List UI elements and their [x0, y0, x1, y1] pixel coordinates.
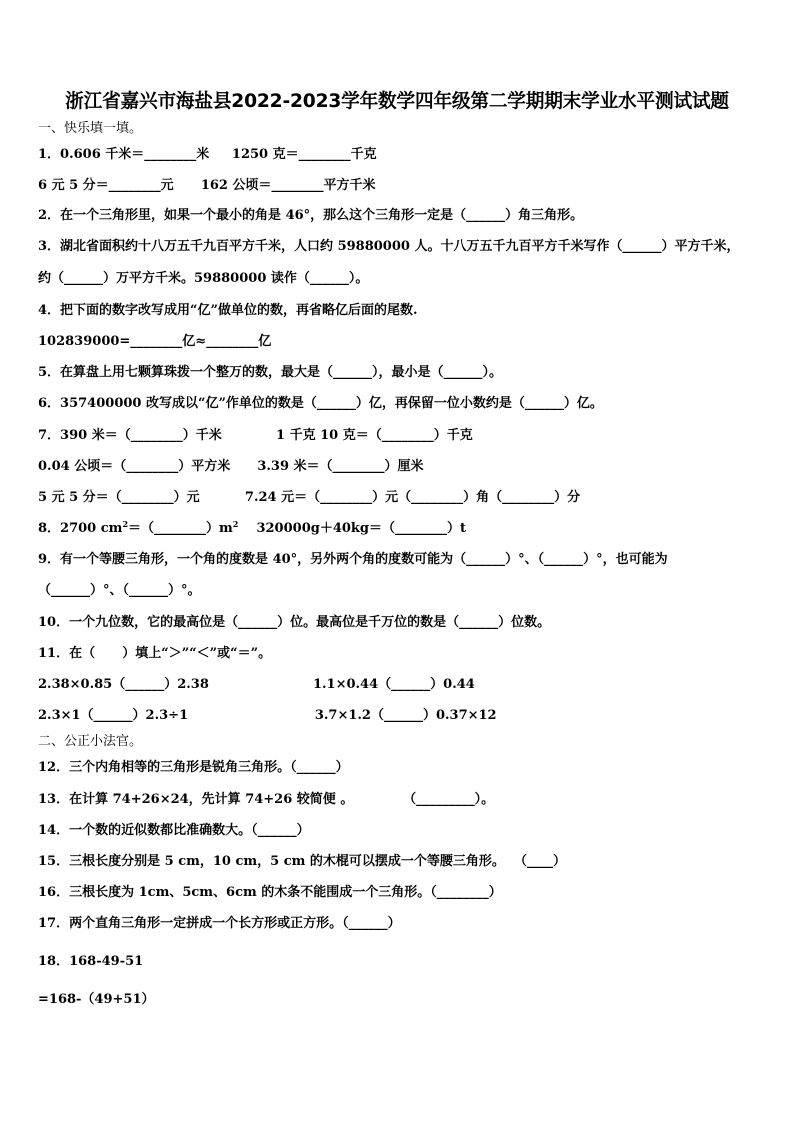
question-line: 102839000=________亿≈________亿	[38, 334, 272, 349]
question-line: 2.3×1（______）2.3÷1 3.7×1.2（______）0.37×12	[38, 708, 497, 723]
question-line: （______）°、（______）°。	[38, 583, 201, 598]
q8-part-c: 320000g＋40kg＝（________）t	[238, 521, 467, 536]
section-heading: 一、快乐填一填。	[38, 121, 143, 136]
question-line: 5．在算盘上用七颗算珠拨一个整万的数，最大是（______），最小是（______）。	[38, 365, 503, 380]
question-line: 4．把下面的数字改写成用“亿”做单位的数，再省略亿后面的尾数.	[38, 303, 418, 318]
question-line: 0.04 公顷＝（________）平方米 3.39 米＝（________）厘米	[38, 459, 424, 474]
question-line: 1．0.606 千米＝________米 1250 克＝________千克	[38, 147, 377, 162]
question-line: 9．有一个等腰三角形，一个角的度数是 40°，另外两个角的度数可能为（______）°、（______）°，也可能为	[38, 552, 668, 567]
question-line: 6．357400000 改写成以“亿”作单位的数是（______）亿，再保留一位小数约是（______）亿。	[38, 396, 603, 411]
question-line: 6 元 5 分＝________元 162 公顷＝________平方千米	[38, 178, 376, 193]
q8-superscript: 2	[122, 519, 129, 529]
question-line: 5 元 5 分＝（________）元 7.24 元＝（________）元（________）角（________）分	[38, 490, 581, 505]
question-line: 2.38×0.85（______）2.38 1.1×0.44（______）0.44	[38, 677, 475, 692]
q8-part-b: ＝（________）m	[128, 521, 233, 536]
section-heading: 二、公正小法官。	[38, 734, 143, 749]
q8-superscript: 2	[232, 519, 239, 529]
question-line	[38, 520, 466, 538]
question-line: 18．168-49-51	[38, 954, 144, 969]
question-line: 12．三个内角相等的三角形是锐角三角形。（______）	[38, 760, 349, 775]
question-line: =168-（49+51）	[38, 992, 155, 1007]
question-line: 16．三根长度为 1cm、5cm、6cm 的木条不能围成一个三角形。（________）	[38, 885, 502, 900]
question-line: 11．在（ ）填上“＞”“＜”或“＝”。	[38, 646, 272, 661]
page-title: 浙江省嘉兴市海盐县2022-2023学年数学四年级第二学期期末学业水平测试试题	[65, 90, 729, 112]
question-line: 10．一个九位数，它的最高位是（______）位。最高位是千万位的数是（______）位数。	[38, 615, 551, 630]
question-line: 2．在一个三角形里，如果一个最小的角是 46°，那么这个三角形一定是（______）角三角形。	[38, 208, 584, 223]
question-line: 7．390 米＝（________）千米 1 千克 10 克＝（________）千克	[38, 428, 473, 443]
question-line: 13．在计算 74+26×24，先计算 74+26 较简便 。 （_________）。	[38, 792, 495, 807]
q8-part-a: 8．2700 cm	[38, 521, 123, 536]
question-line: 15．三根长度分别是 5 cm，10 cm，5 cm 的木棍可以摆成一个等腰三角形。 （____）	[38, 854, 566, 869]
question-line: 17．两个直角三角形一定拼成一个长方形或正方形。（______）	[38, 916, 401, 931]
question-line: 14．一个数的近似数都比准确数大。（______）	[38, 823, 310, 838]
question-line: 3．湖北省面积约十八万五千九百平方千米，人口约 59880000 人。十八万五千九百平方千米写作（______）平方千米，	[38, 239, 740, 254]
question-line: 约（______）万平方千米。59880000 读作（______）。	[38, 271, 369, 286]
